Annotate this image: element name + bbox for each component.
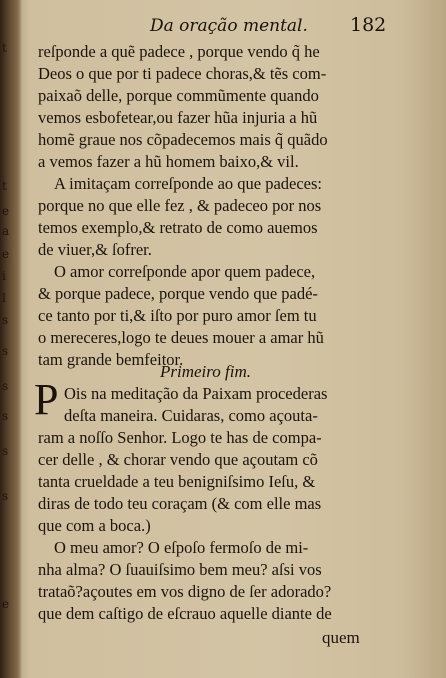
text-line: ce tanto por ti,& iſto por puro amor ſem tu	[38, 306, 317, 325]
text-line: temos exemplo,& retrato de como auemos	[38, 218, 318, 237]
text-page	[30, 0, 438, 678]
text-line: diras de todo teu coraçam (& com elle mas	[38, 494, 322, 513]
text-line: que com a boca.)	[38, 516, 151, 535]
text-line: ram a noſſo Senhor. Logo te has de compa-	[38, 428, 322, 447]
facing-page-glyph: s	[2, 409, 9, 423]
text-line: porque no que elle fez , & padeceo por nos	[38, 196, 322, 215]
text-line: deſta maneira. Cuidaras, como açouta-	[64, 406, 318, 425]
text-line: Ois na meditação da Paixam procederas	[64, 384, 328, 403]
catchword: quem	[322, 628, 360, 647]
text-line: & porque padece, porque vendo que padé-	[38, 284, 318, 303]
text-line: tam grande bemfeitor.	[38, 350, 184, 369]
facing-page-glyph: e	[2, 597, 10, 611]
facing-page-glyph: s	[2, 344, 9, 358]
section-heading: Primeiro fim.	[160, 362, 251, 381]
facing-page-glyph: t	[2, 179, 7, 193]
text-line: trataõ?açoutes em vos digno de ſer adorado?	[38, 582, 332, 601]
binding-gutter	[0, 0, 22, 678]
text-line: paixaõ delle, porque commũmente quando	[38, 86, 319, 105]
facing-page-glyph: e	[2, 247, 10, 261]
page-header	[30, 16, 438, 38]
facing-page-glyph: s	[2, 313, 9, 327]
facing-page-glyph: a	[2, 224, 10, 238]
page-number: 182	[350, 14, 387, 36]
text-line: cer delle , & chorar vendo que açoutam cõ	[38, 450, 318, 469]
text-line: nha alma? O ſuauiſsimo bem meu? aſsi vos	[38, 560, 322, 579]
facing-page-glyph: l	[2, 291, 6, 305]
drop-capital: P	[34, 375, 59, 424]
facing-page-glyph: s	[2, 444, 9, 458]
text-line: Deos o que por ti padece choras,& tẽs com-	[38, 64, 327, 83]
text-line: O meu amor? O eſpoſo fermoſo de mi-	[54, 538, 309, 557]
facing-page-glyph: i	[2, 269, 6, 283]
text-line: vemos esbofetear,ou fazer hũa injuria a hũ	[38, 108, 318, 127]
text-line: a vemos fazer a hũ homem baixo,& vil.	[38, 152, 299, 171]
facing-page-glyph: s	[2, 489, 9, 503]
facing-page-glyph: s	[2, 379, 9, 393]
facing-page-glyph: e	[2, 204, 10, 218]
text-line: tanta crueldade a teu benigniſsimo Ieſu, &	[38, 472, 316, 491]
text-line: reſponde a quẽ padece , porque vendo q̃ he	[38, 42, 320, 61]
facing-page-glyph: t	[2, 41, 7, 55]
text-line: homẽ graue nos cõpadecemos mais q̃ quãdo	[38, 130, 328, 149]
text-line: que dem caſtigo de eſcrauo aquelle diante de	[38, 604, 332, 623]
text-line: de viuer,& ſofrer.	[38, 240, 152, 259]
text-line: A imitaçam correſponde ao que padeces:	[54, 174, 323, 193]
text-line: O amor correſponde apor quem padece,	[54, 262, 316, 281]
running-head: Da oração mental.	[150, 16, 308, 36]
text-line: o mereceres,logo te deues mouer a amar hũ	[38, 328, 324, 347]
